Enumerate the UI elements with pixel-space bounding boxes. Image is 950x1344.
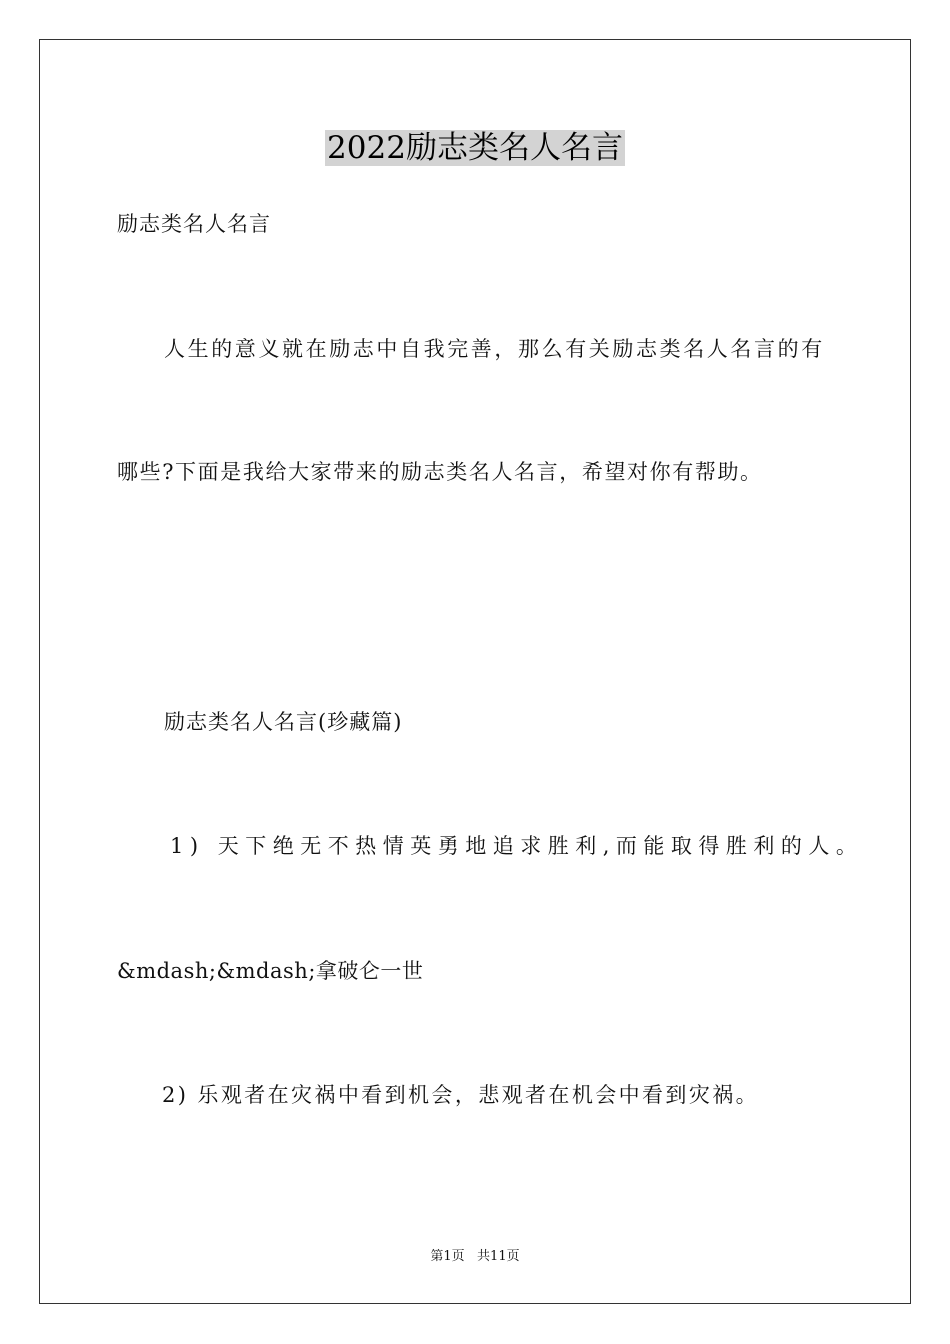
intro-paragraph-line-1: 人生的意义就在励志中自我完善，那么有关励志类名人名言的有 — [164, 337, 825, 361]
document-subtitle: 励志类名人名言 — [117, 212, 271, 236]
document-title-text: 2022励志类名人名言 — [327, 130, 623, 166]
section-heading: 励志类名人名言(珍藏篇) — [164, 710, 403, 734]
quote-1-attribution: &mdash;&mdash;拿破仑一世 — [117, 959, 424, 983]
quote-1-text: 1) 天下绝无不热情英勇地追求胜利,而能取得胜利的人。 — [170, 834, 864, 858]
document-title — [0, 128, 950, 168]
page-footer: 第1页 共11页 — [430, 1249, 520, 1264]
quote-2-text: 2) 乐观者在灾祸中看到机会，悲观者在机会中看到灾祸。 — [162, 1083, 760, 1107]
intro-paragraph-line-2: 哪些?下面是我给大家带来的励志类名人名言，希望对你有帮助。 — [117, 460, 763, 484]
